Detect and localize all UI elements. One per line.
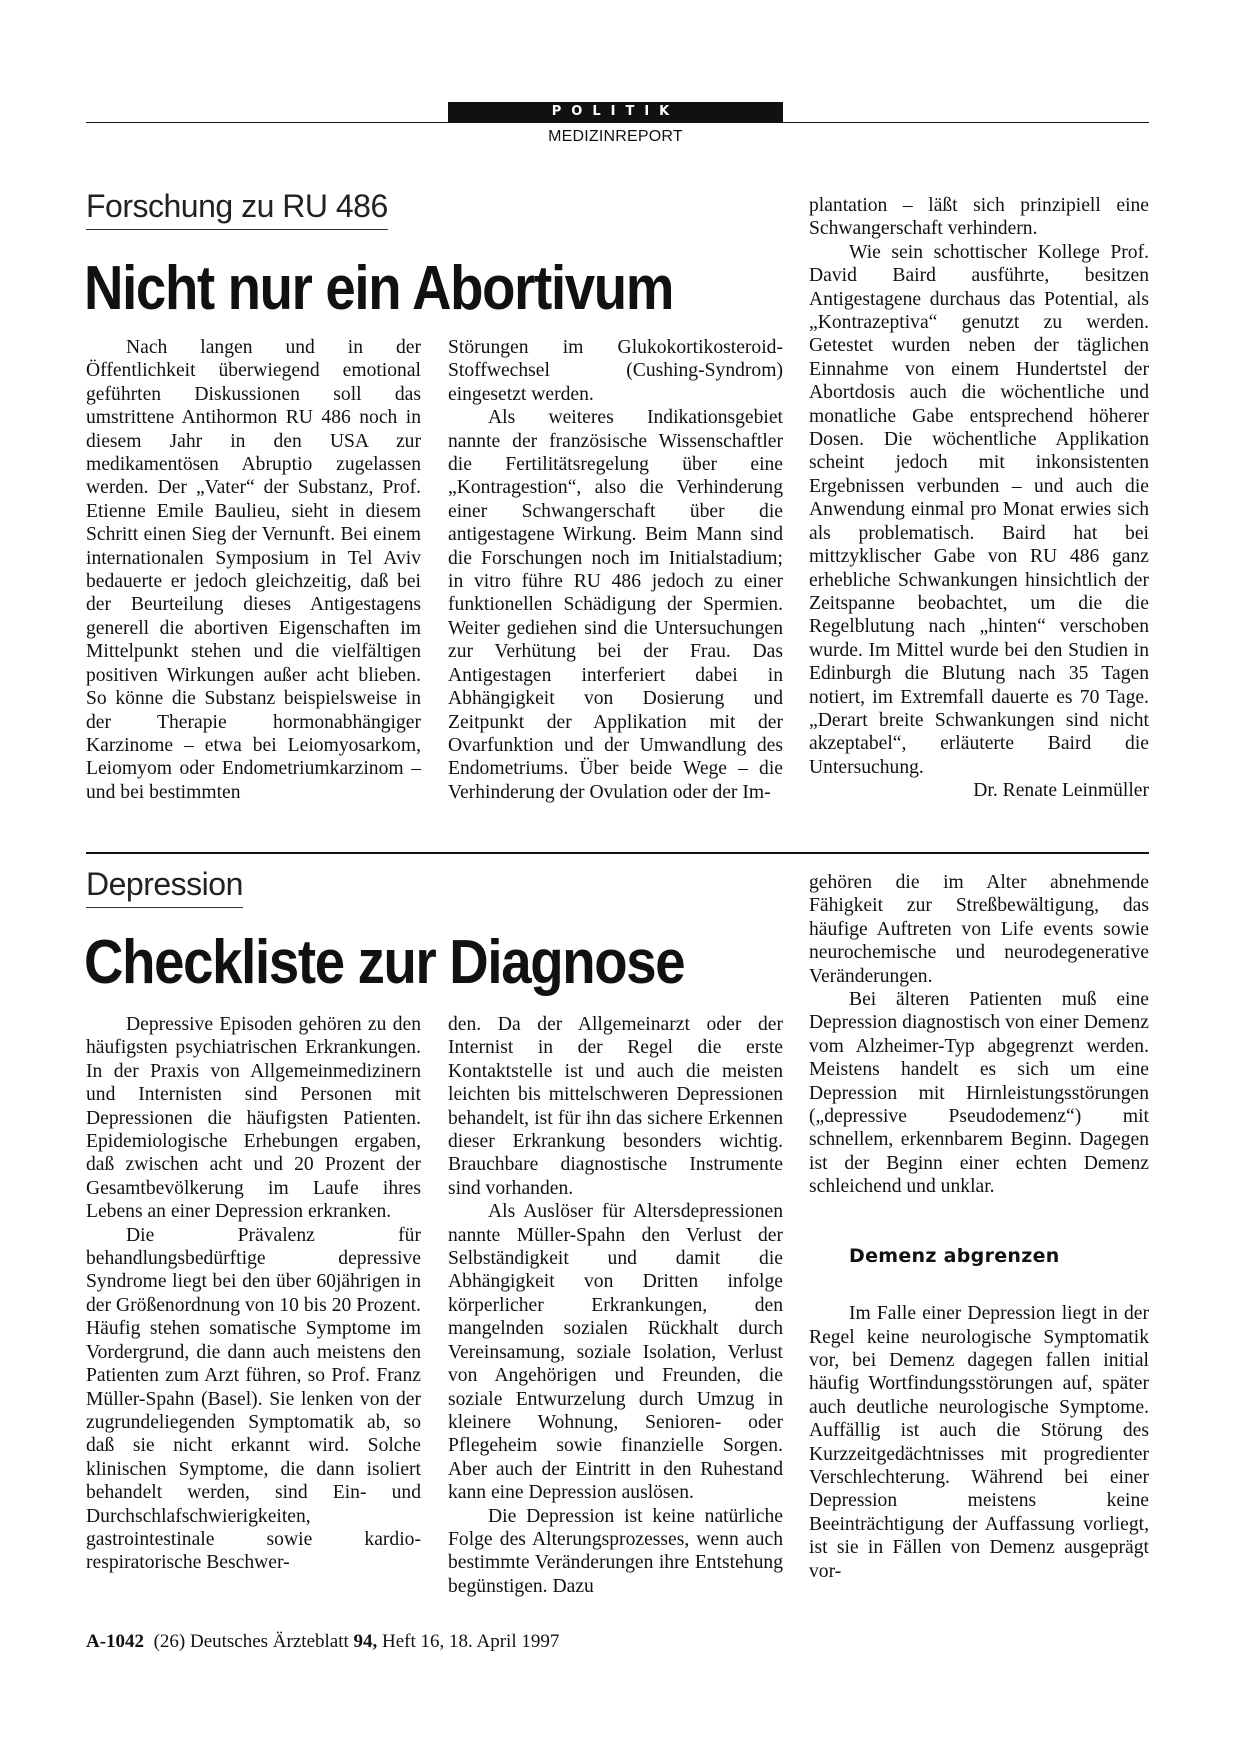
header-rule — [86, 122, 1149, 123]
paragraph: Depressive Episoden gehören zu den häufigsten psychiatrischen Erkrankungen. In der Praxis von Allgemeinmedizinern und Internisten sind Personen mit Depressionen die häufigsten Patienten. Epidemiologische Erhebungen ergaben, daß zwischen acht und 20 Prozent der Gesamtbevölkerung im Laufe ihres Lebens an einer Depression erkranken. — [86, 1014, 421, 1223]
issue-date: Heft 16, 18. April 1997 — [382, 1631, 560, 1652]
paragraph: Die Depression ist keine natürliche Folge des Alterungsprozesses, wenn auch bestimmte Veränderungen ihre Entstehung begünstigen. Dazu — [448, 1505, 783, 1597]
paragraph: Wie sein schottischer Kollege Prof. David Baird ausführte, besitzen Antigestagene durchaus das Potential, als „Kontrazeptiva“ genutzt zu werden. Getestet wurden neben der täglichen Einnahme von einem Hundertstel der Abortdosis auch die wöchentliche und monatliche Gabe entsprechend höherer Dosen. Die wöchentliche Applikation scheint jedoch mit inkonsistenten Ergebnissen verbunden – und auch die Anwendung einmal pro Monat erwies sich als problematisch. Baird hat bei mittzyklischer Gabe von RU 486 ganz erhebliche Schwankungen hinsichtlich der Zeitspanne beobachtet, um die die Regelblutung nach „hinten“ verschoben wurde. Im Mittel wurde bei den Studien in Edinburgh die Blutung nach 35 Tagen notiert, im Extremfall dauerte es 70 Tage. „Derart breite Schwankungen sind nicht akzeptabel“, erläuterte Baird die Untersuchung. — [809, 241, 1149, 778]
subsection-label: MEDIZINREPORT — [548, 128, 683, 145]
article2-column-1 — [86, 1013, 421, 1575]
page-footer — [86, 1631, 559, 1653]
section-banner: POLITIK — [448, 102, 783, 122]
paragraph: den. Da der Allgemeinarzt oder der Internist in der Regel die erste Kontaktstelle ist und auch die meisten leichten bis mittelschweren Depressionen behandelt, ist für ihn das sichere Erkennen dieser Erkrankung besonders wichtig. Brauchbare diagnostische Instrumente sind vorhanden. — [448, 1014, 783, 1199]
paragraph: Als weiteres Indikationsgebiet nannte der französische Wissenschaftler die Fertilitätsregelung über eine „Kontragestion“, also die Verhinderung einer Schwangerschaft über die antigestagene Wirkung. Beim Mann sind die Forschungen noch im Initialstadium; in vitro führe RU 486 jedoch zu einer funktionellen Schädigung der Spermien. Weiter gediehen sind die Untersuchungen zur Verhütung bei der Frau. Das Antigestagen interferiert dabei in Abhängigkeit von Dosierung und Zeitpunkt der Applikation mit der Ovarfunktion und der Umwandlung des Endometriums. Über beide Wege – die Verhinderung der Ovulation oder der Im- — [448, 407, 783, 803]
article1-column-1 — [86, 336, 421, 804]
issue-page: (26) — [153, 1631, 186, 1652]
paragraph: Nach langen und in der Öffentlichkeit überwiegend emotional geführten Diskussionen soll das umstrittene Antihormon RU 486 noch in diesem Jahr in den USA zur medikamentösen Abruptio zugelassen werden. Der „Vater“ der Substanz, Prof. Etienne Emile Baulieu, sieht in diesem Schritt einen Sieg der Vernunft. Bei einem internationalen Symposium in Tel Aviv bedauerte er jedoch gleichzeitig, daß bei der Beurteilung dieses Antigestagens generell die abortiven Eigenschaften im Mittelpunkt stehen und die vielfältigen positiven Wirkungen außer acht blieben. So könne die Substanz beispielsweise in der Therapie hormonabhängiger Karzinome – etwa bei Leiomyosarkom, Leiomyom oder Endometriumkarzinom – und bei bestimmten — [86, 337, 421, 803]
article2-headline: Checkliste zur Diagnose — [84, 928, 685, 997]
paragraph: plantation – läßt sich prinzipiell eine Schwangerschaft verhindern. — [809, 195, 1149, 240]
article2-kicker: Depression — [86, 866, 243, 908]
article1-headline: Nicht nur ein Abortivum — [84, 254, 674, 323]
paragraph: Bei älteren Patienten muß eine Depression diagnostisch von einer Demenz vom Alzheimer-Typ abgegrenzt werden. Meistens handelt es sich um eine Depression mit Hirnleistungsstörungen („depressive Pseudodemenz“) mit schnellem, erkennbarem Beginn. Dagegen ist der Beginn einer echten Demenz schleichend und unklar. — [809, 989, 1149, 1198]
paragraph: Im Falle einer Depression liegt in der Regel keine neurologische Symptomatik vor, bei Demenz dagegen fallen initial häufig Wortfindungsstörungen auf, später auch deutliche neurologische Symptome. Auffällig ist auch die Störung des Kurzzeitgedächtnisses mit progredienter Verschlechterung. Während bei einer Depression meistens keine Beeinträchtigung der Auffassung vorliegt, ist sie in Fällen von Demenz ausgeprägt vor- — [809, 1303, 1149, 1582]
article-divider — [86, 852, 1149, 854]
paragraph: Als Auslöser für Altersdepressionen nannte Müller-Spahn den Verlust der Selbständigkeit und damit die Abhängigkeit von Dritten infolge körperlicher Erkrankungen, den mangelnden sozialen Rückhalt durch Vereinsamung, soziale Isolation, Verlust von Angehörigen und Freunden, die soziale Entwurzelung durch Umzug in kleinere Wohnung, Senioren- oder Pflegeheim sowie finanzielle Sorgen. Aber auch der Eintritt in den Ruhestand kann eine Depression auslösen. — [448, 1201, 783, 1504]
article1-kicker: Forschung zu RU 486 — [86, 188, 388, 230]
subheading: Demenz abgrenzen — [849, 1244, 1060, 1267]
paragraph: Störungen im Glukokortikosteroid-Stoffwechsel (Cushing-Syndrom) eingesetzt werden. — [448, 337, 783, 405]
volume-number: 94, — [353, 1631, 378, 1652]
page-number: A-1042 — [86, 1631, 145, 1652]
article1-column-3 — [809, 194, 1149, 803]
article2-column-2 — [448, 1013, 783, 1598]
author-signature: Dr. Renate Leinmüller — [973, 780, 1149, 802]
paragraph: gehören die im Alter abnehmende Fähigkeit zur Streßbewältigung, das häufige Auftreten von Life events sowie neurochemische und neurodegenerative Veränderungen. — [809, 872, 1149, 987]
journal-name: Deutsches Ärzteblatt — [189, 1631, 349, 1652]
article2-column-3 — [809, 871, 1149, 1583]
paragraph: Die Prävalenz für behandlungsbedürftige depressive Syndrome liegt bei den über 60jährigen in der Größenordnung von 10 bis 20 Prozent. Häufig stehen somatische Symptome im Vordergrund, die dann auch meistens den Patienten zum Arzt führen, so Prof. Franz Müller-Spahn (Basel). Sie lenken von der zugrundeliegenden Symptomatik ab, so daß sie nicht erkannt wird. Solche klinischen Symptome, die dann isoliert behandelt werden, sind Ein- und Durchschlafschwierigkeiten, gastrointestinale sowie kardio-respiratorische Beschwer- — [86, 1224, 421, 1574]
article1-column-2 — [448, 336, 783, 804]
